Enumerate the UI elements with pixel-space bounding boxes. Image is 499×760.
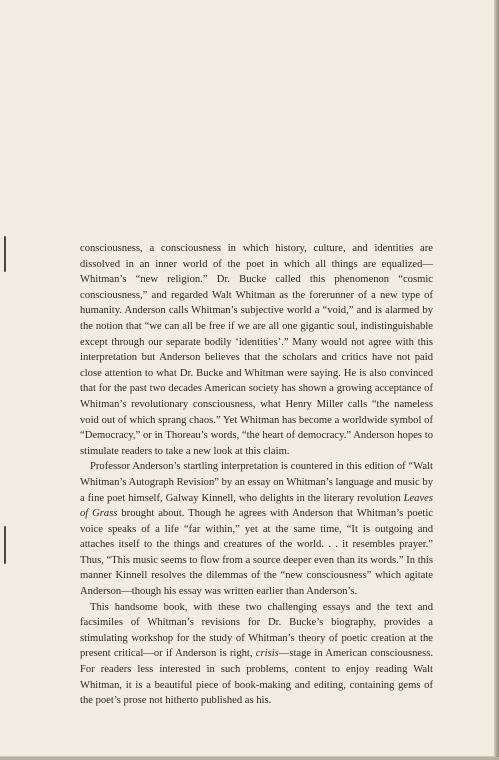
paragraph: [80, 241, 433, 459]
body-text: [80, 241, 433, 709]
text-segment: This handsome book, with these two challenging essays and the text and facsimiles of Whitman’s revisions for Dr. Bucke’s biography, provides a stimulating workshop for the study of Whitman’s theory of poetic creation at the present critical—or if Anderson is right,: [80, 601, 433, 660]
paragraph: [80, 459, 433, 599]
text-segment: consciousness, a consciousness in which history, culture, and identities are dissolved in an inner world of the poet in which all things are equalized—Whitman’s “new religion.” Dr. Bucke called this phenomenon “cosmic consciousness,” and regarded Walt Whitman as the forerunner of a new type of humanity. Anderson calls Whitman’s subjective world a “void,” and is alarmed by the notion that “we can all be free if we are all one gigantic soul, indistinguishable except through our separate bodily ‘identities’.” Many would not agree with this interpretation but Anderson believes that the scholars and critics have not paid close attention to what Dr. Bucke and Whitman were saying. He is also convinced that for the past two decades American society has shown a growing acceptance of Whitman’s revolutionary consciousness, what Henry Miller calls “the nameless void out of which sprang chaos.” Yet Whitman has become a worldwide symbol of “Democracy,” or in Thoreau’s words, “the heart of democracy.” Anderson hopes to stimulate readers to take a new look at this claim.: [80, 243, 433, 457]
text-segment: brought about. Though he agrees with Anderson that Whitman’s poetic voice speaks of a life “far within,” yet at the same time, “It is outgoing and attaches itself to the things and creatures of the world. . . it resembles prayer.” Thus, “This music seems to flow from a source deeper even than its words.” In this manner Kinnell resolves the dilemmas of the “new consciousness” which agitate Anderson—though his essay was written earlier than Anderson’s.: [80, 508, 433, 598]
page-edge-right: [495, 0, 499, 760]
text-segment: —stage in American consciousness. For readers less interested in such problems, content to enjoy reading Walt Whitman, it is a beautiful piece of book-making and editing, containing gems of the poet’s prose not hitherto published as his.: [80, 648, 434, 707]
emphasis-italic: crisis: [255, 648, 279, 660]
book-title-italic: Leaves of Grass: [80, 492, 433, 520]
staple-mark-top: [4, 236, 6, 272]
staple-mark-bottom: [4, 526, 6, 564]
paragraph: [80, 600, 433, 709]
text-segment: Professor Anderson’s startling interpretation is countered in this edition of “Walt Whitman’s Autograph Revision” by an essay on Whitman’s language and music by a fine poet himself, Galway Kinnell, who delights in the literary revolution: [80, 461, 433, 504]
